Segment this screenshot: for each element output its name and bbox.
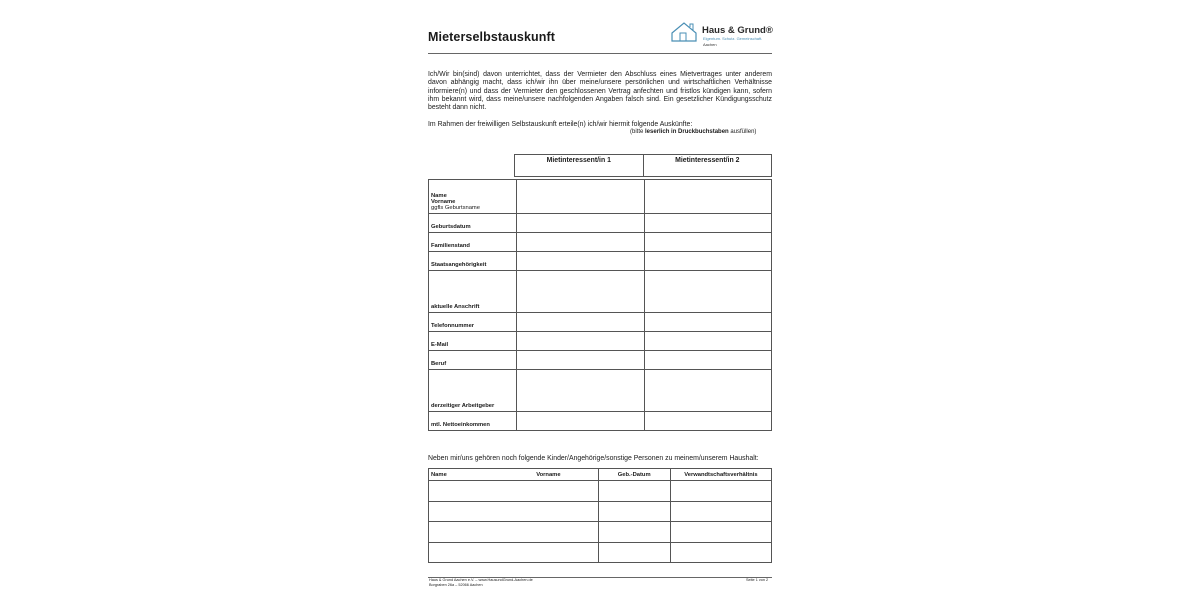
household-name-field[interactable] — [429, 542, 599, 563]
logo-city: Aachen — [703, 42, 717, 47]
name-field-1[interactable] — [517, 180, 644, 214]
household-relationship-field[interactable] — [670, 501, 771, 522]
occupation-field-2[interactable] — [644, 351, 771, 370]
household-header-relationship: Verwandtschaftsverhältnis — [670, 469, 771, 481]
employer-field-1[interactable] — [517, 370, 644, 412]
household-intro: Neben mir/uns gehören noch folgende Kinder/Angehörige/sonstige Personen zu meinem/unserem Haushalt: — [428, 455, 759, 462]
row-label-employer: derzeitiger Arbeitgeber — [429, 370, 517, 412]
net-income-field-1[interactable] — [517, 412, 644, 431]
row-label-occupation: Beruf — [429, 351, 517, 370]
row-label-nationality: Staatsangehörigkeit — [429, 252, 517, 271]
household-birthdate-field[interactable] — [598, 501, 670, 522]
household-row — [429, 522, 772, 543]
row-label-address: aktuelle Anschrift — [429, 271, 517, 313]
household-name-field[interactable] — [429, 501, 599, 522]
intro-line: Im Rahmen der freiwilligen Selbstauskunft erteile(n) ich/wir hiermit folgende Auskünfte: — [428, 121, 693, 128]
household-relationship-field[interactable] — [670, 522, 771, 543]
name-field-2[interactable] — [644, 180, 771, 214]
household-name-field[interactable] — [429, 481, 599, 502]
birthdate-field-1[interactable] — [517, 214, 644, 233]
household-relationship-field[interactable] — [670, 481, 771, 502]
household-birthdate-field[interactable] — [598, 522, 670, 543]
address-field-2[interactable] — [644, 271, 771, 313]
household-header-birthdate: Geb.-Datum — [598, 469, 670, 481]
household-row — [429, 501, 772, 522]
row-label-birthdate: Geburtsdatum — [429, 214, 517, 233]
applicant-2-header: Mietinteressent/in 2 — [643, 155, 772, 177]
page-number: Seite 1 von 2 — [746, 578, 769, 582]
row-label-marital-status: Familienstand — [429, 233, 517, 252]
household-row — [429, 542, 772, 563]
page-title: Mieterselbstauskunft — [428, 30, 556, 44]
applicant-form-table — [428, 179, 772, 431]
fill-hint: (bitte leserlich in Druckbuchstaben ausfüllen) — [630, 129, 757, 135]
logo-tagline: Eigentum. Schutz. Gemeinschaft. — [703, 36, 763, 41]
household-row — [429, 481, 772, 502]
net-income-field-2[interactable] — [644, 412, 771, 431]
row-label-name: Name Vorname ggfls Geburtsname — [429, 180, 517, 214]
row-label-phone: Telefonnummer — [429, 313, 517, 332]
intro-paragraph: Ich/Wir bin(sind) davon unterrichtet, dass der Vermieter den Abschluss eines Mietvertrages unter anderem davon abhängig macht, dass ich/wir ihn über meine/unsere persönlichen und wirtschaftlichen Verhältnisse informiere(n) und dass der Vermieter den geschlossenen Vertrag anfechten und fristlos kündigen kann, sofern ihm bekannt wird, dass meine/unsere nachfolgenden Angaben falsch sind. Ein gesetzlicher Kündigungsschutz besteht dann nicht. — [428, 71, 772, 112]
birthdate-field-2[interactable] — [644, 214, 771, 233]
nationality-field-2[interactable] — [644, 252, 771, 271]
occupation-field-1[interactable] — [517, 351, 644, 370]
household-table — [428, 468, 772, 563]
row-label-email: E-Mail — [429, 332, 517, 351]
marital-status-field-2[interactable] — [644, 233, 771, 252]
household-header-name: Name Vorname — [429, 469, 599, 481]
household-relationship-field[interactable] — [670, 542, 771, 563]
household-name-field[interactable] — [429, 522, 599, 543]
address-field-1[interactable] — [517, 271, 644, 313]
applicant-1-header: Mietinteressent/in 1 — [515, 155, 644, 177]
employer-field-2[interactable] — [644, 370, 771, 412]
applicant-header-table — [514, 154, 772, 177]
footer-address: Haus & Grund Aachen e.V. – www.HausundGrund-Aachen.de Borgraben 26a – 52066 Aachen — [429, 578, 533, 587]
marital-status-field-1[interactable] — [517, 233, 644, 252]
logo-name: Haus & Grund® — [702, 25, 773, 36]
nationality-field-1[interactable] — [517, 252, 644, 271]
household-birthdate-field[interactable] — [598, 542, 670, 563]
header-divider — [428, 53, 772, 54]
phone-field-1[interactable] — [517, 313, 644, 332]
household-birthdate-field[interactable] — [598, 481, 670, 502]
email-field-1[interactable] — [517, 332, 644, 351]
phone-field-2[interactable] — [644, 313, 771, 332]
row-label-net-income: mtl. Nettoeinkommen — [429, 412, 517, 431]
email-field-2[interactable] — [644, 332, 771, 351]
